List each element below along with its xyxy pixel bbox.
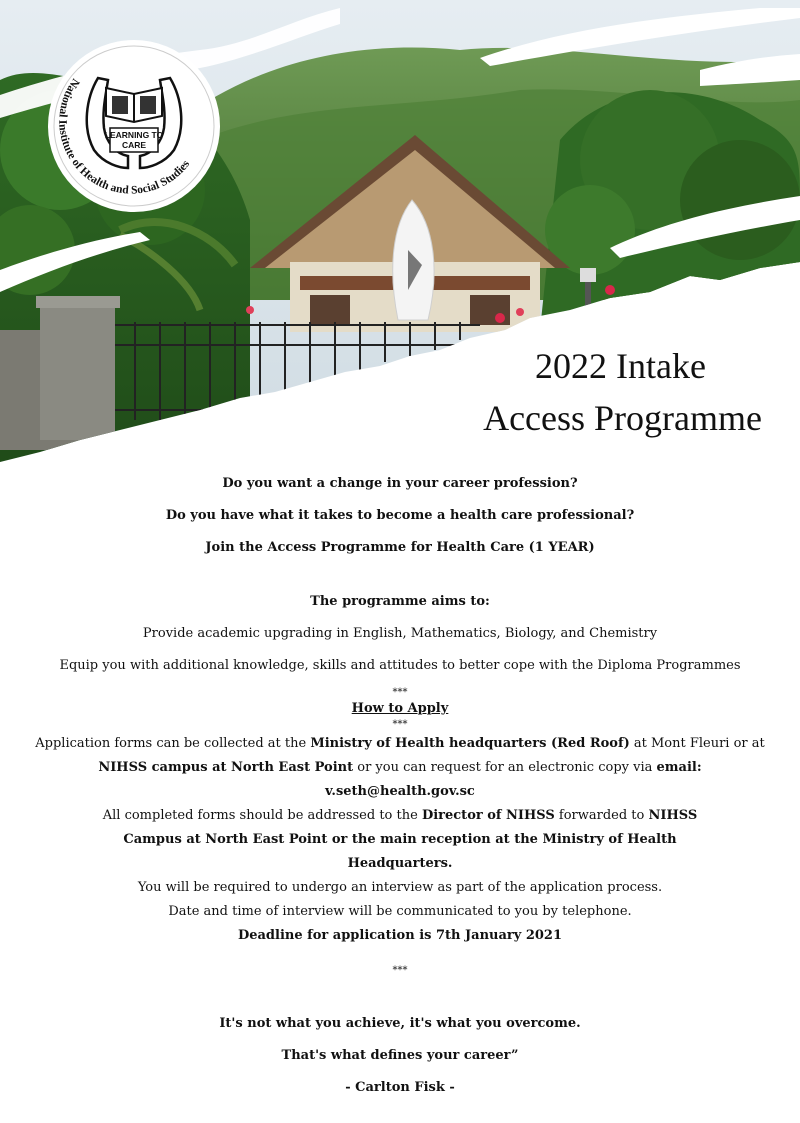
aims-item-1: Provide academic upgrading in English, Mathematics, Biology, and Chemistry xyxy=(142,626,658,641)
nihss-logo xyxy=(46,38,222,214)
logo-banner-text: LEARNING TO CARE xyxy=(104,130,164,150)
application-collection-text: Application forms can be collected at the Ministry of Health headquarters (Red Roof) at Mont Fleuri or at NIHSS campus at North East Point or you can request for an electronic copy via email: v.seth@health.gov.sc xyxy=(35,736,765,799)
open-book-icon xyxy=(106,88,162,122)
interview-notice-text: Date and time of interview will be communicated to you by telephone. xyxy=(168,904,632,919)
how-to-apply-heading: How to Apply xyxy=(351,701,449,716)
separator-stars: *** xyxy=(392,719,408,730)
title-line-1: 2022 Intake xyxy=(535,346,706,386)
application-deadline: Deadline for application is 7th January 2021 xyxy=(237,928,563,943)
logo-ring-text: National Institute of Health and Social Studies xyxy=(56,76,193,197)
quote-author: - Carlton Fisk - xyxy=(345,1080,455,1095)
separator-stars: *** xyxy=(392,965,408,976)
interview-requirement-text: You will be required to undergo an interview as part of the application process. xyxy=(137,880,663,895)
title-line-2: Access Programme xyxy=(483,398,762,438)
intro-question-2: Do you have what it takes to become a health care professional? xyxy=(165,508,635,523)
aims-heading: The programme aims to: xyxy=(310,594,490,609)
contact-email[interactable]: email: v.seth@health.gov.sc xyxy=(325,760,702,799)
flyer-content xyxy=(0,472,800,1108)
intro-join-line: Join the Access Programme for Health Care (1 YEAR) xyxy=(205,540,595,555)
intro-question-1: Do you want a change in your career profession? xyxy=(222,476,578,491)
separator-stars: *** xyxy=(392,687,408,698)
page-title xyxy=(483,340,762,444)
aims-item-2: Equip you with additional knowledge, skills and attitudes to better cope with the Diploma Programmes xyxy=(59,658,741,673)
quote-line-1: It's not what you achieve, it's what you overcome. xyxy=(219,1016,581,1031)
forms-address-text: All completed forms should be addressed to the Director of NIHSS forwarded to NIHSS Campus at North East Point or the main reception at the Ministry of Health Headquarters. xyxy=(102,808,698,871)
quote-line-2: That's what defines your career” xyxy=(281,1048,519,1063)
